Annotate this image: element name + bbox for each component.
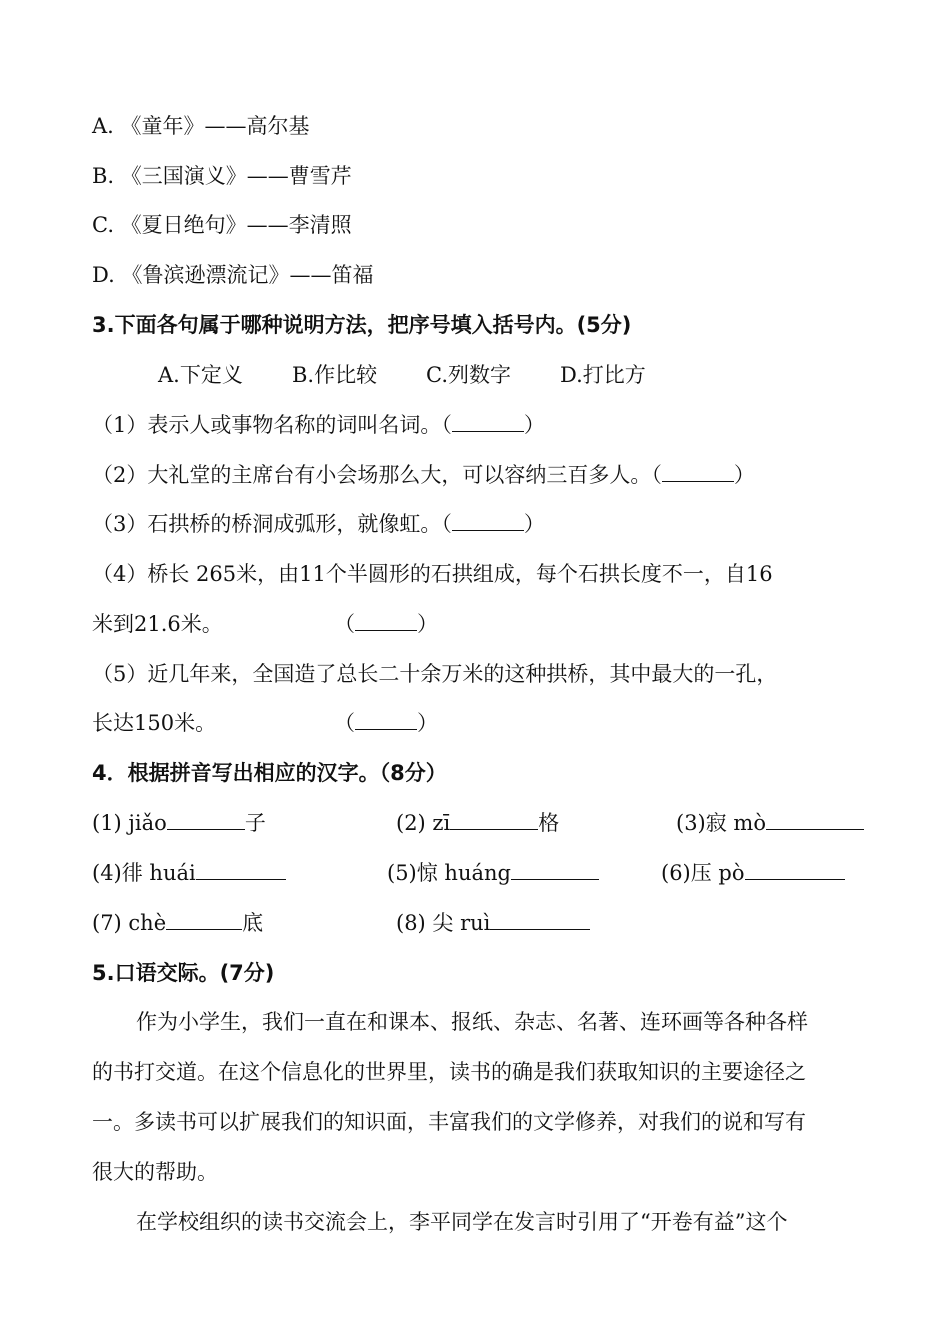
q3-title: 3.下面各句属于哪种说明方法，把序号填入括号内。(5分) <box>92 313 632 337</box>
q4-item-5: (5)惊 huáng <box>387 858 599 888</box>
q5-title: 5.口语交际。(7分) <box>92 961 275 985</box>
q4-item-8: (8) 尖 ruì <box>396 908 590 938</box>
option-a: A. 《童年》——高尔基 <box>92 114 310 138</box>
q4-item-7: (7) chè 底 <box>92 911 264 935</box>
answer-blank[interactable] <box>196 859 286 880</box>
q3-item-5-answer: （ ） <box>334 711 438 735</box>
q4-item-3: (3)寂 mò <box>676 808 864 838</box>
q3-choice-a: A.下定义 <box>158 363 243 387</box>
option-b: B. 《三国演义》——曹雪芹 <box>92 164 352 188</box>
q4-item-6: (6)压 pò <box>661 858 845 888</box>
q3-item-5-cont: 长达150米。 <box>92 711 217 735</box>
q4-item-1: (1) jiǎo 子 <box>92 811 266 835</box>
q4-item-2: (2) zī 格 <box>396 811 560 835</box>
q4-item-4: (4)徘 huái <box>92 858 286 888</box>
q3-choice-d: D.打比方 <box>560 363 646 387</box>
q5-para1-line3: 一。多读书可以扩展我们的知识面，丰富我们的文学修养，对我们的说和写有 <box>92 1110 806 1134</box>
q3-item-4-cont: 米到21.6米。 <box>92 612 223 636</box>
option-c: C. 《夏日绝句》——李清照 <box>92 213 352 237</box>
q3-item-4-answer: （ ） <box>334 612 438 636</box>
q5-para1-line2: 的书打交道。在这个信息化的世界里，读书的确是我们获取知识的主要途径之 <box>92 1060 806 1084</box>
answer-blank[interactable] <box>450 809 538 830</box>
q3-item-2: （2）大礼堂的主席台有小会场那么大，可以容纳三百多人。（ ） <box>92 463 755 487</box>
answer-blank[interactable] <box>511 859 599 880</box>
q3-item-3: （3）石拱桥的桥洞成弧形，就像虹。（ ） <box>92 512 545 536</box>
answer-blank[interactable] <box>766 809 864 830</box>
q5-para1-line4: 很大的帮助。 <box>92 1160 218 1184</box>
q4-title: 4．根据拼音写出相应的汉字。（8分） <box>92 761 447 785</box>
answer-blank[interactable] <box>745 859 845 880</box>
q3-choice-b: B.作比较 <box>292 363 378 387</box>
q3-item-5: （5）近几年来，全国造了总长二十余万米的这种拱桥，其中最大的一孔， <box>92 662 778 686</box>
q3-item-4: （4）桥长 265米，由11个半圆形的石拱组成，每个石拱长度不一，自16 <box>92 562 773 586</box>
q3-item-1: （1）表示人或事物名称的词叫名词。（ ） <box>92 413 545 437</box>
option-d: D. 《鲁滨逊漂流记》——笛福 <box>92 263 374 287</box>
q5-para1-line1: 作为小学生，我们一直在和课本、报纸、杂志、名著、连环画等各种各样 <box>136 1010 808 1034</box>
answer-blank[interactable] <box>166 909 242 930</box>
q3-choice-c: C.列数字 <box>426 363 511 387</box>
q5-para2-line1: 在学校组织的读书交流会上，李平同学在发言时引用了“开卷有益”这个 <box>136 1210 788 1234</box>
answer-blank[interactable] <box>490 909 590 930</box>
answer-blank[interactable] <box>167 809 245 830</box>
